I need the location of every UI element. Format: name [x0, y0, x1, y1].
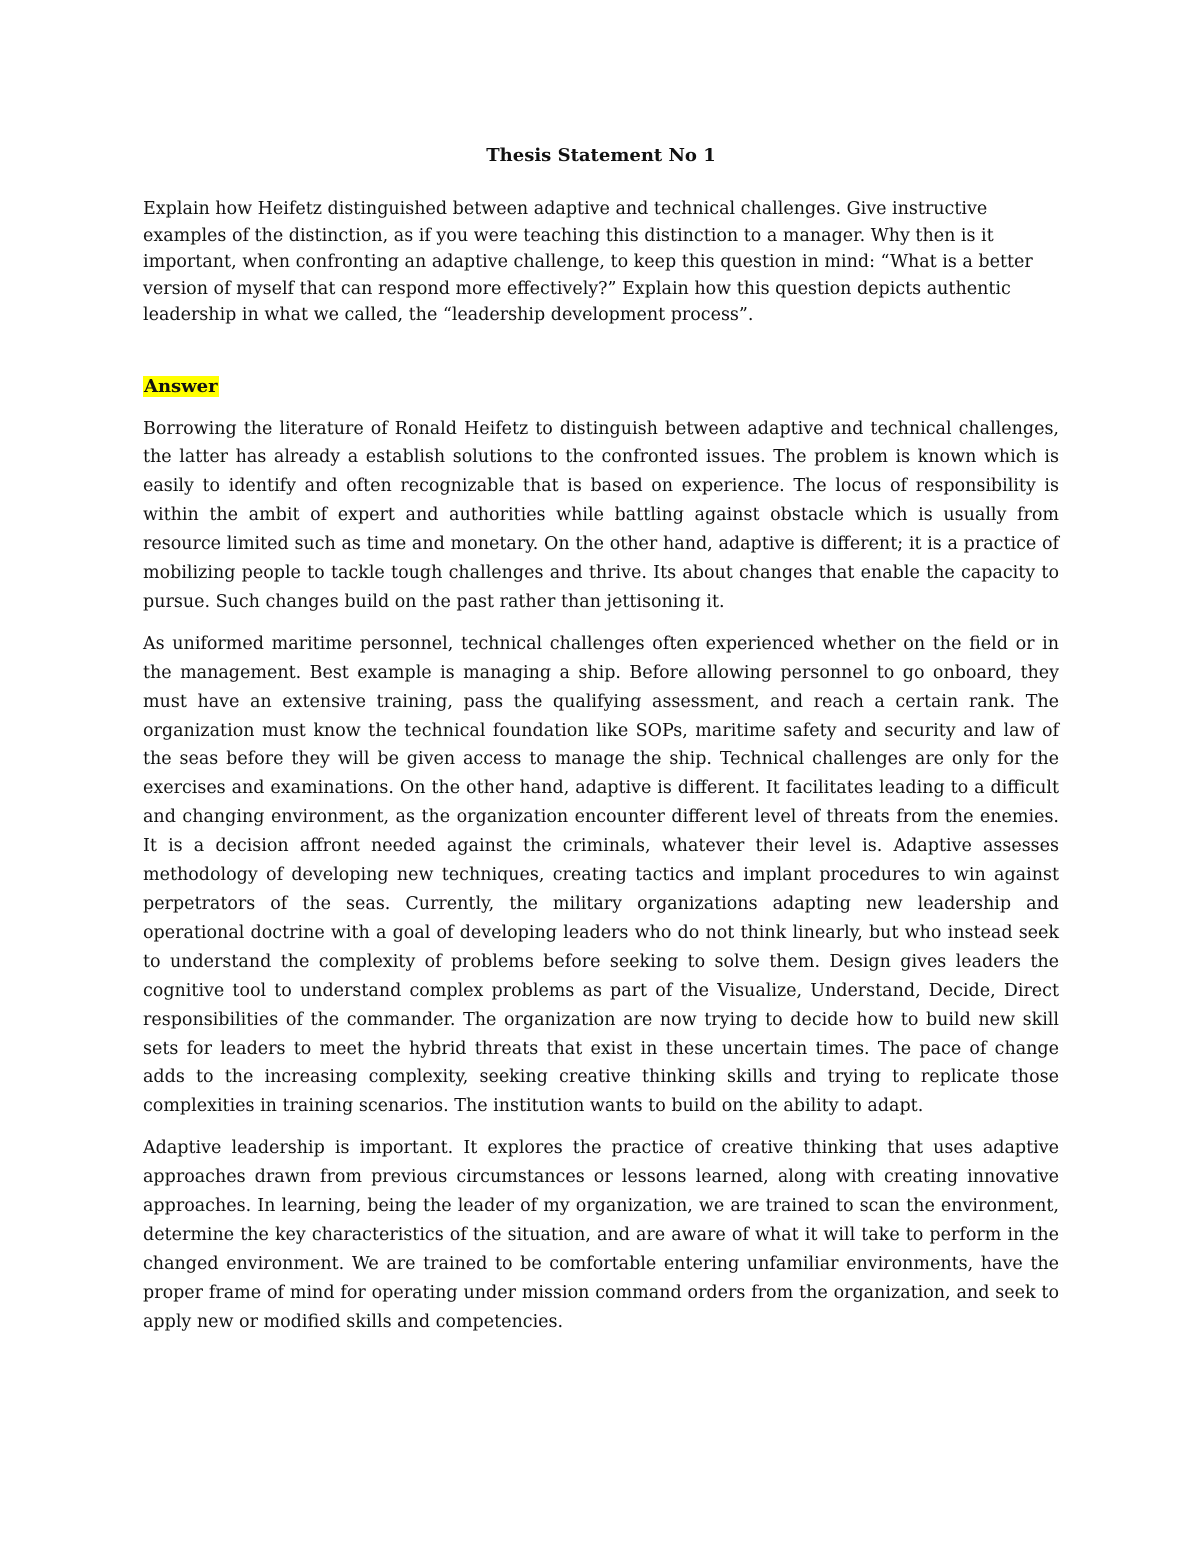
- document-body: [143, 142, 1059, 1350]
- answer-paragraph: As uniformed maritime personnel, technical challenges often experienced whether on the field or in the management. Best example is managing a ship. Before allowing personnel to go onboard, they must have an extensive training, pass the qualifying assessment, and reach a certain rank. The organization must know the technical foundation like SOPs, maritime safety and security and law of the seas before they will be given access to manage the ship. Technical challenges are only for the exercises and examinations. On the other hand, adaptive is different. It facilitates leading to a difficult and changing environment, as the organization encounter different level of threats from the enemies. It is a decision affront needed against the criminals, whatever their level is. Adaptive assesses methodology of developing new techniques, creating tactics and implant procedures to win against perpetrators of the seas. Currently, the military organizations adapting new leadership and operational doctrine with a goal of developing leaders who do not think linearly, but who instead seek to understand the complexity of problems before seeking to solve them. Design gives leaders the cognitive tool to understand complex problems as part of the Visualize, Understand, Decide, Direct responsibilities of the commander. The organization are now trying to decide how to build new skill sets for leaders to meet the hybrid threats that exist in these uncertain times. The pace of change adds to the increasing complexity, seeking creative thinking skills and trying to replicate those complexities in training scenarios. The institution wants to build on the ability to adapt.: [143, 633, 1059, 1117]
- question-prompt: Explain how Heifetz distinguished between adaptive and technical challenges. Give instructive examples of the distinction, as if you were teaching this distinction to a manager. Why then is it important, when confronting an adaptive challenge, to keep this question in mind: “What is a better version of myself that can respond more effectively?” Explain how this question depicts authentic leadership in what we called, the “leadership development process”.: [143, 199, 1033, 325]
- page-title: Thesis Statement No 1: [486, 145, 716, 166]
- answer-paragraph: Borrowing the literature of Ronald Heifetz to distinguish between adaptive and technical challenges, the latter has already a establish solutions to the confronted issues. The problem is known which is easily to identify and often recognizable that is based on experience. The locus of responsibility is within the ambit of expert and authorities while battling against obstacle which is usually from resource limited such as time and monetary. On the other hand, adaptive is different; it is a practice of mobilizing people to tackle tough challenges and thrive. Its about changes that enable the capacity to pursue. Such changes build on the past rather than jettisoning it.: [143, 418, 1059, 612]
- answer-heading-label: Answer: [144, 375, 218, 397]
- answer-heading: [143, 373, 1059, 401]
- answer-paragraph: Adaptive leadership is important. It explores the practice of creative thinking that uses adaptive approaches drawn from previous circumstances or lessons learned, along with creating innovative approaches. In learning, being the leader of my organization, we are trained to scan the environment, determine the key characteristics of the situation, and are aware of what it will take to perform in the changed environment. We are trained to be comfortable entering unfamiliar environments, have the proper frame of mind for operating under mission command orders from the organization, and seek to apply new or modified skills and competencies.: [143, 1138, 1059, 1332]
